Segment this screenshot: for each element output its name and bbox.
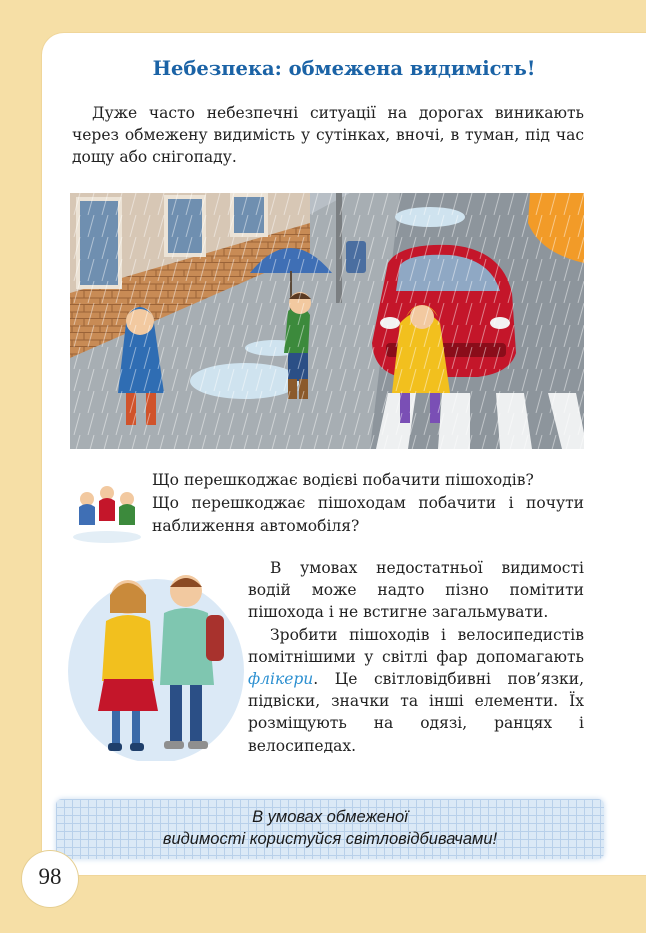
paragraph-reflectors [248, 624, 584, 757]
paragraph-visibility: В умовах недостатньої видимості водій може надто пізно помітити пішохода і не встигне загальмувати. [248, 559, 584, 622]
main-text [248, 557, 584, 757]
children-discussing-icon [69, 479, 145, 545]
page-number: 98 [38, 864, 62, 889]
questions-block [152, 469, 584, 538]
rainy-street-illustration [70, 193, 584, 449]
paragraph-reflectors-start: Зробити пішоходів і велосипедистів помітнішими у світлі фар допомагають [248, 625, 584, 666]
safety-rule-banner [56, 799, 604, 859]
highlighted-term-flickers: флікери [248, 670, 314, 689]
two-children-illustration [66, 561, 246, 761]
intro-paragraph: Дуже часто небезпечні ситуації на дорогах виникають через обмежену видимість у сутінках, вночі, в туман, під час дощу або снігопаду. [72, 104, 584, 166]
question-1: Що перешкоджає водієві побачити пішоходів? [152, 471, 534, 489]
question-2: Що перешкоджає пішоходам побачити і почути наближення автомобіля? [152, 494, 584, 535]
page-number-badge [22, 851, 78, 907]
banner-line-2: видимості користуйся світловідбивачами! [162, 830, 498, 848]
banner-text [56, 806, 604, 850]
page-title: Небезпека: обмежена видимість! [152, 57, 536, 80]
paragraph-reflectors-end: . Це світловідбивні пов’язки, підвіски, значки та інші елементи. Їх розміщують на одязі, ранцях і велосипедах. [248, 670, 584, 755]
banner-line-1: В умовах обмеженої [252, 808, 408, 826]
textbook-page [42, 33, 646, 875]
